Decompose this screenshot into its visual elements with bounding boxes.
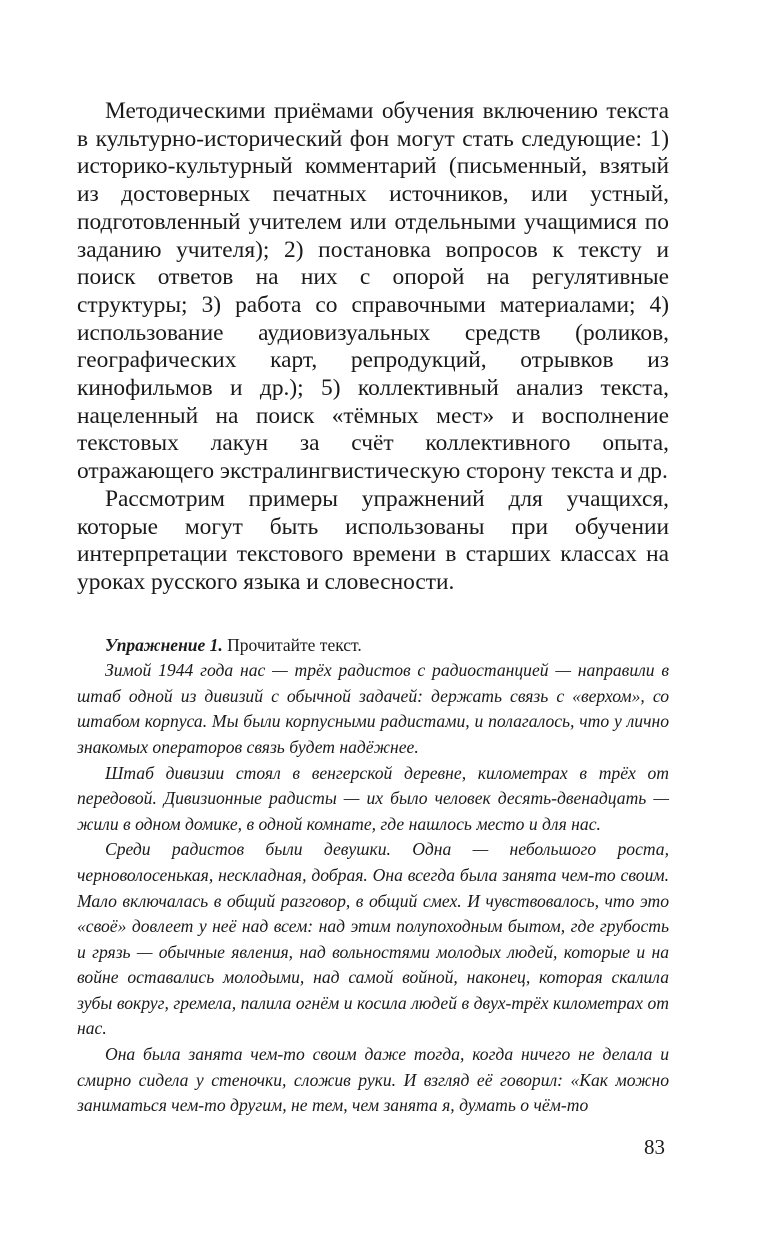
exercise-heading	[77, 633, 669, 659]
page-content	[77, 98, 669, 1119]
quote-paragraph: Она была занята чем-то своим даже тогда, когда ничего не делала и смирно сидела у стеночки, сложив руки. И взгляд её говорил: «Как можно заниматься чем-то другим, не тем, чем занята я, думать о чём-то	[77, 1044, 669, 1116]
quote-paragraph: Зимой 1944 года нас — трёх радистов с радиостанцией — направили в штаб одной из дивизий с обычной задачей: держать связь с «верхом», со штабом корпуса. Мы были корпусными радистами, и полагалось, что у лично знакомых операторов связь будет надёжнее.	[77, 660, 669, 757]
exercise-1	[77, 633, 669, 1119]
quote-paragraph: Штаб дивизии стоял в венгерской деревне, километрах в трёх от передовой. Дивизионные радисты — их было человек десять-двенадцать — жили в одном домике, в одной комнате, где нашлось место и для нас.	[77, 762, 669, 834]
quote-paragraph: Среди радистов были девушки. Одна — небольшого роста, черноволосенькая, нескладная, добрая. Она всегда была занята чем-то своим. Мало включалась в общий разговор, в общий смех. И чувствовалось, что это «своё» довлеет у неё над всем: над этим полупоходным бытом, где грубость и грязь — обычные явления, над вольностями молодых людей, которые и на войне оставались молодыми, над самой войной, наконец, которая скалила зубы вокруг, гремела, палила огнём и косила людей в двух-трёх километрах от нас.	[77, 839, 669, 1039]
paragraph-examples: Рассмотрим примеры упражнений для учащихся, которые могут быть использованы при обучении интерпретации текстового времени в старших классах на уроках русского языка и словесности.	[77, 485, 669, 595]
exercise-instruction: Прочитайте текст.	[222, 634, 362, 655]
exercise-label: Упражнение 1.	[105, 634, 223, 655]
exercise-quote	[77, 658, 669, 1119]
page-number: 83	[644, 1135, 665, 1159]
body-text	[77, 98, 669, 597]
paragraph-methods: Методическими приёмами обучения включению текста в культурно-исторический фон могут стать следующие: 1) историко-культурный комментарий (письменный, взятый из достоверных печатных источников, или устный, подготовленный учителем или отдельными учащимися по заданию учителя); 2) постановка вопросов к тексту и поиск ответов на них с опорой на регулятивные структуры; 3) работа со справочными материалами; 4) использование аудиовизуальных средств (роликов, географических карт, репродукций, отрывков из кинофильмов и др.); 5) коллективный анализ текста, нацеленный на поиск «тёмных мест» и восполнение текстовых лакун за счёт коллективного опыта, отражающего экстралингвистическую сторону текста и др.	[77, 98, 669, 485]
